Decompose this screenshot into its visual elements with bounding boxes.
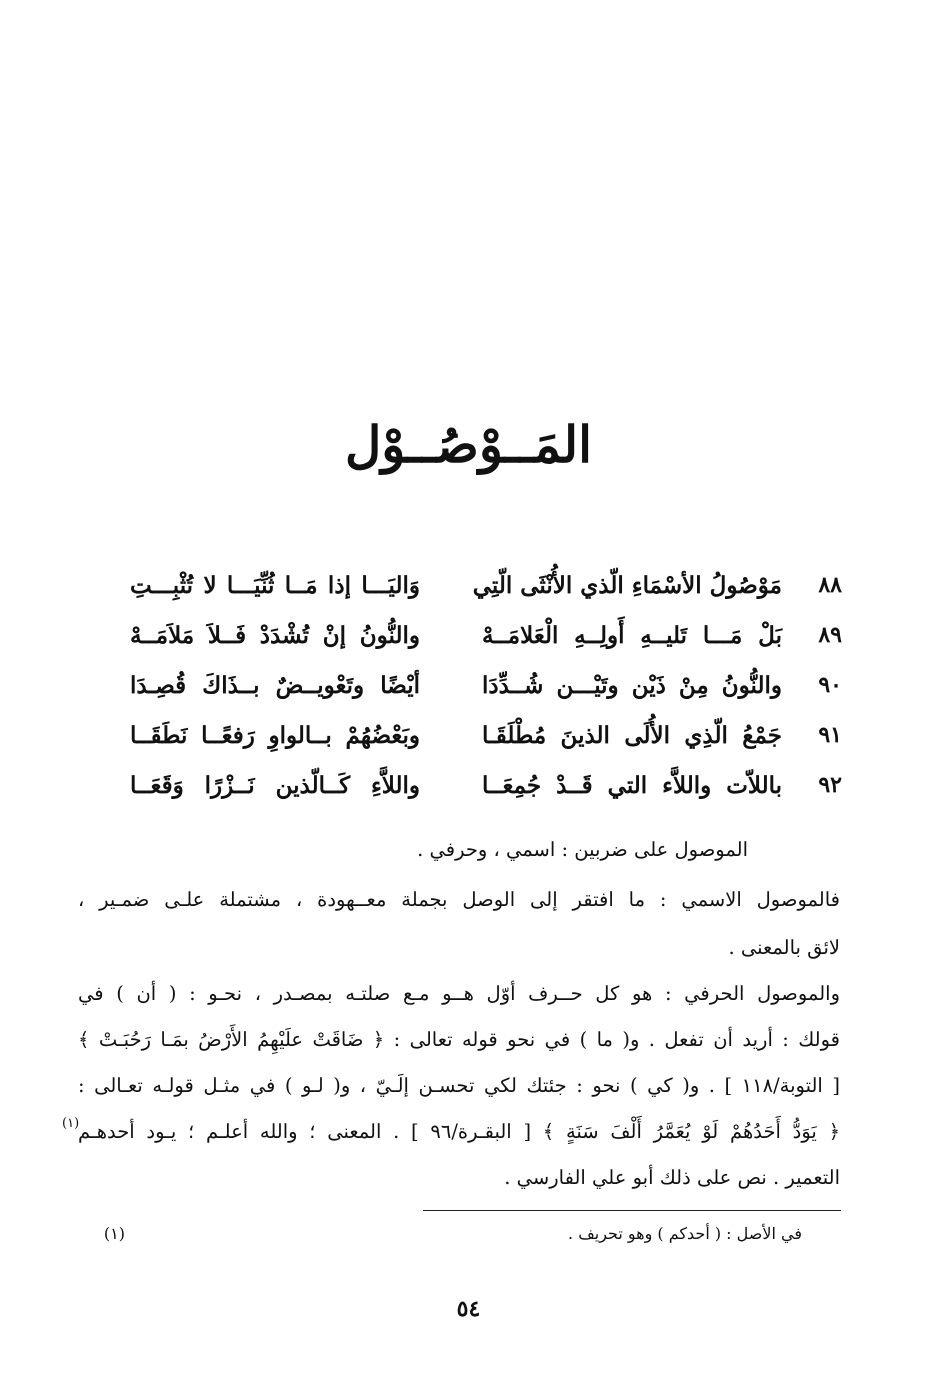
page-title: المَــوْصُــوْل [344, 415, 593, 474]
verse-list [130, 572, 842, 822]
verse-first-hemistich: مَوْصُولُ الأسْمَاءِ الّذي الأُنْثَى الّتِي [472, 572, 782, 599]
verse-number: ٩١ [818, 722, 842, 748]
verse-first-hemistich: والنُّونُ مِنْ ذَيْن وتَيْـــن شُــدِّدَا [482, 672, 782, 699]
verse-second-hemistich: وبَعْضُهُمْ بــالواوِ رَفعًــا نَطَقَــا [130, 722, 420, 749]
paragraph-line: فالموصول الاسمي : ما افتقر إلى الوصل بجملة معــهودة ، مشتملة علـى ضمـير ، [78, 888, 840, 911]
verse-number: ٩٠ [818, 672, 842, 698]
page-number: ٥٤ [456, 1296, 481, 1322]
verse-second-hemistich: واللاَّءِ كَــالّذين نَــزْرًا وَقَعَــا [130, 772, 420, 799]
paragraph-line: الموصول على ضربين : اسمي ، وحرفي . [417, 838, 748, 861]
verse-number: ٨٩ [818, 622, 842, 648]
verse-number: ٩٢ [818, 772, 842, 798]
verse-first-hemistich: باللاّت واللاَّء التي قَــدْ جُمِعَــا [482, 772, 782, 799]
paragraph-line: ﴿ يَوَدُّ أَحَدُهُمْ لَوْ يُعَمَّرُ أَلْفَ سَنَةٍ ﴾ [ البقـرة/٩٦ ] . المعنى ؛ والله أعلـم ؛ يـود أحدهـم [78, 1120, 840, 1143]
footnote-divider [423, 1210, 841, 1211]
verse-second-hemistich: وَاليَـــا إذا مَــا ثُنِّيَـــا لا تُثْبِـــتِ [130, 572, 420, 599]
paragraph-line: التعمير . نص على ذلك أبو علي الفارسي . [504, 1166, 840, 1189]
verse-first-hemistich: جَمْعُ الّذِي الأُلَى الذينَ مُطْلَقَـا [482, 722, 782, 749]
verse-row [130, 772, 842, 822]
verse-number: ٨٨ [818, 572, 842, 598]
footnote-marker: (١) [62, 1116, 80, 1131]
paragraph-line: والموصول الحرفي : هو كل حــرف أوّل هــو مـع صلتـه بمصـدر ، نحـو : ( أن ) في [78, 982, 840, 1005]
paragraph-line: قولك : أريد أن تفعل . و( ما ) في نحو قوله تعالى : ﴿ ضَاقَتْ علَيْهِمُ الأَرْضُ بمَـا رَحُبَـتْ ﴾ [78, 1028, 840, 1051]
verse-row [130, 622, 842, 672]
verse-row [130, 572, 842, 622]
verse-second-hemistich: أيْضًا وتَعْويــضٌ بــذَاكَ قُصِـدَا [130, 672, 420, 699]
footnote-number: (١) [103, 1224, 125, 1243]
verse-first-hemistich: بَلْ مَـــا تَليــهِ أَولِــهِ الْعَلامَــهْ [482, 622, 782, 649]
paragraph-line: [ التوبة/١١٨ ] . و( كي ) نحو : جئتك لكي تحسـن إلَـيّ ، و( لـو ) في مثـل قولـه تعـالى : [78, 1074, 840, 1097]
verse-second-hemistich: والنُّونُ إنْ تُشْدَدْ فَــلاَ مَلاَمَــهْ [130, 622, 420, 649]
paragraph-line: لائق بالمعنى . [728, 936, 840, 959]
verse-row [130, 672, 842, 722]
footnote-text: في الأصل : ( أحدكم ) وهو تحريف . [568, 1224, 802, 1243]
verse-row [130, 722, 842, 772]
